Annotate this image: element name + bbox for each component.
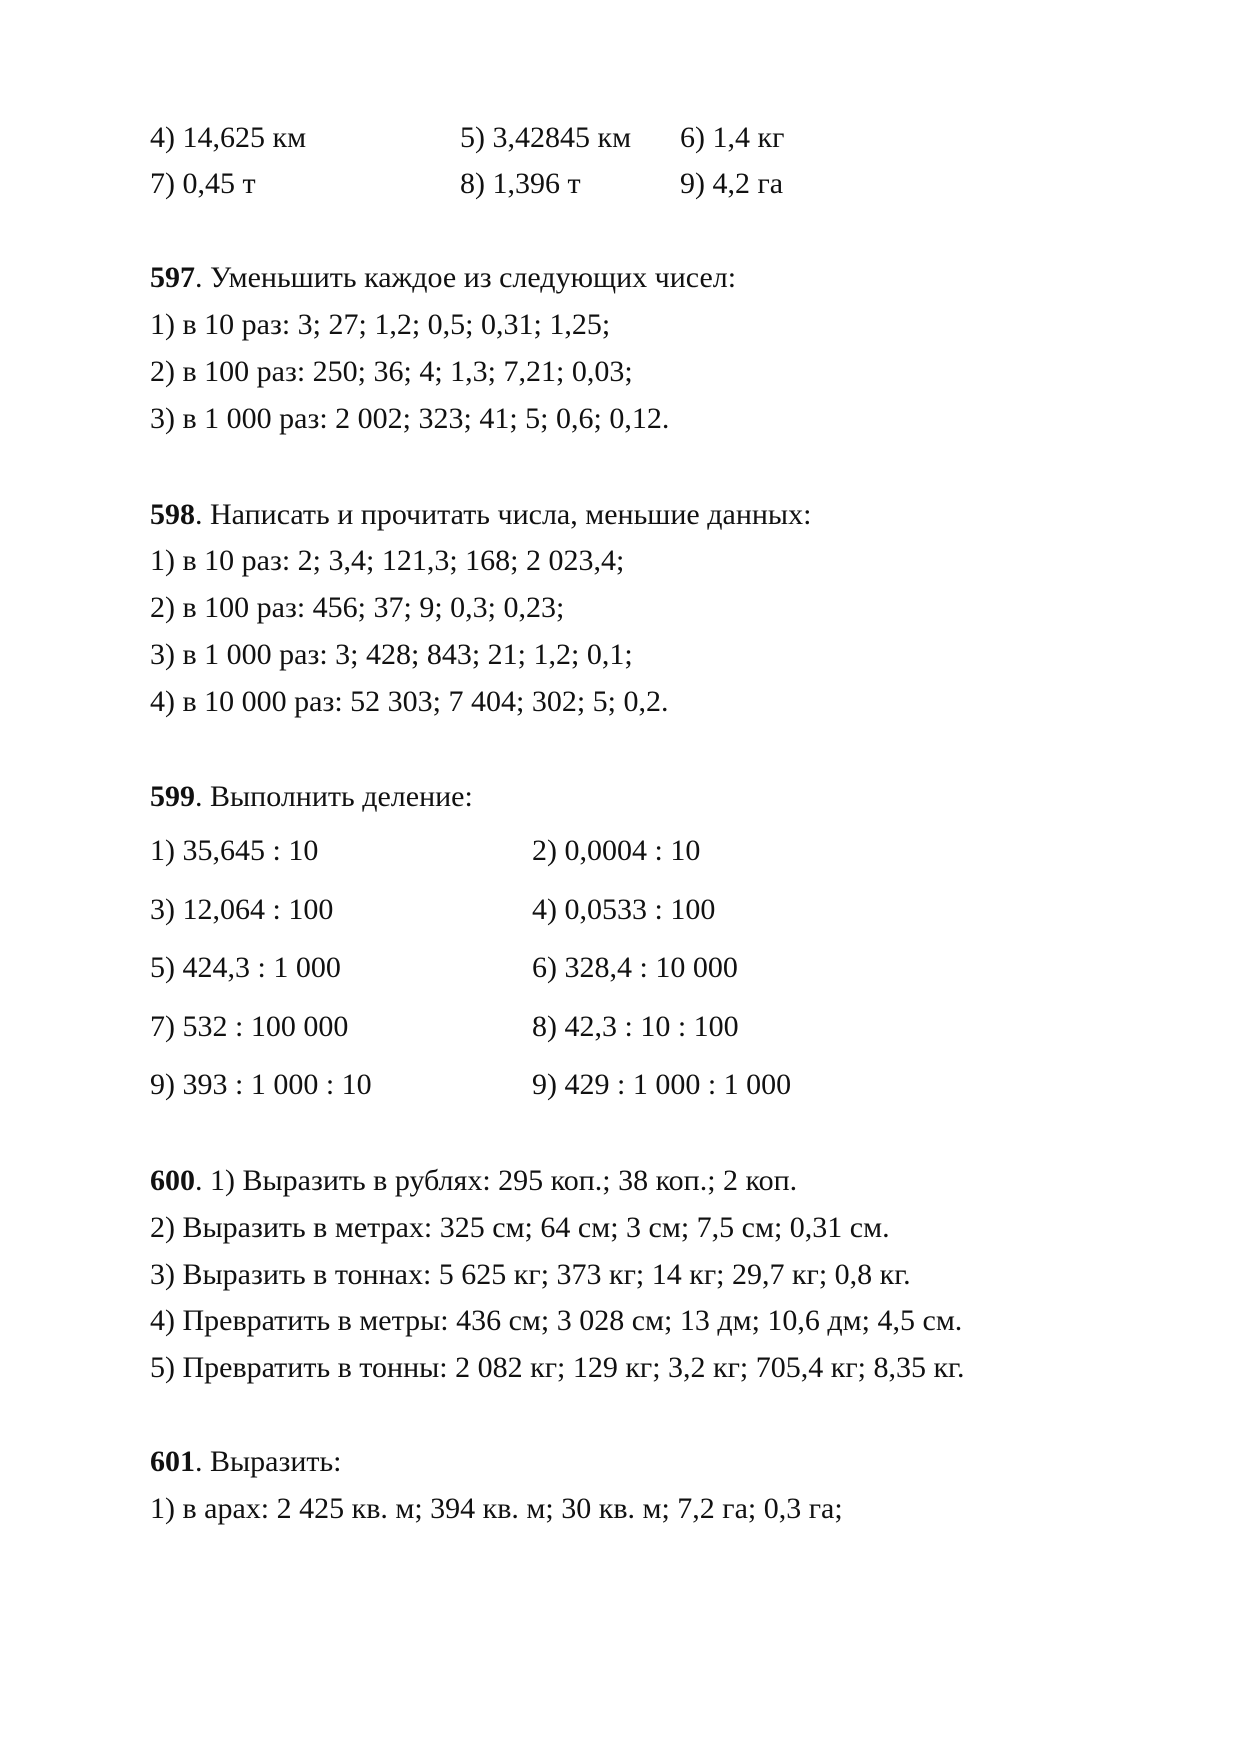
problem-600-line: 3) Выразить в тоннах: 5 625 кг; 373 кг; 14 кг; 29,7 кг; 0,8 кг.	[150, 1258, 911, 1291]
problem-number: 598	[150, 498, 195, 531]
problem-number: 599	[150, 780, 195, 813]
problem-number: 601	[150, 1445, 195, 1478]
division-item: 6) 328,4 : 10 000	[532, 951, 738, 984]
division-item: 9) 429 : 1 000 : 1 000	[532, 1068, 792, 1101]
problem-598-line: 1) в 10 раз: 2; 3,4; 121,3; 168; 2 023,4;	[150, 544, 625, 577]
problem-599-heading	[150, 779, 473, 815]
problem-number: 597	[150, 261, 195, 294]
problem-title: . Написать и прочитать числа, меньшие данных:	[195, 498, 812, 531]
problem-601-heading	[150, 1444, 342, 1480]
problem-601-line: 1) в арах: 2 425 кв. м; 394 кв. м; 30 кв. м; 7,2 га; 0,3 га;	[150, 1492, 843, 1525]
answer-7: 7) 0,45 т	[150, 167, 256, 200]
division-item: 2) 0,0004 : 10	[532, 834, 701, 867]
division-item: 8) 42,3 : 10 : 100	[532, 1010, 739, 1043]
division-item: 9) 393 : 1 000 : 10	[150, 1068, 372, 1101]
division-item: 7) 532 : 100 000	[150, 1010, 349, 1043]
answer-4: 4) 14,625 км	[150, 121, 307, 154]
problem-title: . 1) Выразить в рублях: 295 коп.; 38 коп.; 2 коп.	[195, 1164, 798, 1197]
problem-598-heading	[150, 497, 811, 533]
problem-600-heading	[150, 1163, 797, 1199]
problem-title: . Уменьшить каждое из следующих чисел:	[195, 261, 737, 294]
problem-600-line: 4) Превратить в метры: 436 см; 3 028 см; 13 дм; 10,6 дм; 4,5 см.	[150, 1304, 963, 1337]
problem-597-line: 3) в 1 000 раз: 2 002; 323; 41; 5; 0,6; 0,12.	[150, 402, 670, 435]
answer-8: 8) 1,396 т	[460, 167, 581, 200]
problem-598-line: 4) в 10 000 раз: 52 303; 7 404; 302; 5; 0,2.	[150, 685, 669, 718]
problem-597-line: 2) в 100 раз: 250; 36; 4; 1,3; 7,21; 0,03;	[150, 355, 633, 388]
problem-600-line: 2) Выразить в метрах: 325 см; 64 см; 3 см; 7,5 см; 0,31 см.	[150, 1211, 890, 1244]
problem-597-heading	[150, 260, 736, 296]
division-item: 4) 0,0533 : 100	[532, 893, 716, 926]
answer-5: 5) 3,42845 км	[460, 121, 632, 154]
division-item: 1) 35,645 : 10	[150, 834, 319, 867]
answer-6: 6) 1,4 кг	[680, 121, 785, 154]
problem-597-line: 1) в 10 раз: 3; 27; 1,2; 0,5; 0,31; 1,25;	[150, 308, 611, 341]
problem-598-line: 2) в 100 раз: 456; 37; 9; 0,3; 0,23;	[150, 591, 565, 624]
problem-title: . Выразить:	[195, 1445, 342, 1478]
problem-598-line: 3) в 1 000 раз: 3; 428; 843; 21; 1,2; 0,1;	[150, 638, 633, 671]
division-item: 5) 424,3 : 1 000	[150, 951, 341, 984]
problem-600-line: 5) Превратить в тонны: 2 082 кг; 129 кг; 3,2 кг; 705,4 кг; 8,35 кг.	[150, 1351, 965, 1384]
problem-number: 600	[150, 1164, 195, 1197]
answer-9: 9) 4,2 га	[680, 167, 784, 200]
division-item: 3) 12,064 : 100	[150, 893, 334, 926]
problem-title: . Выполнить деление:	[195, 780, 473, 813]
